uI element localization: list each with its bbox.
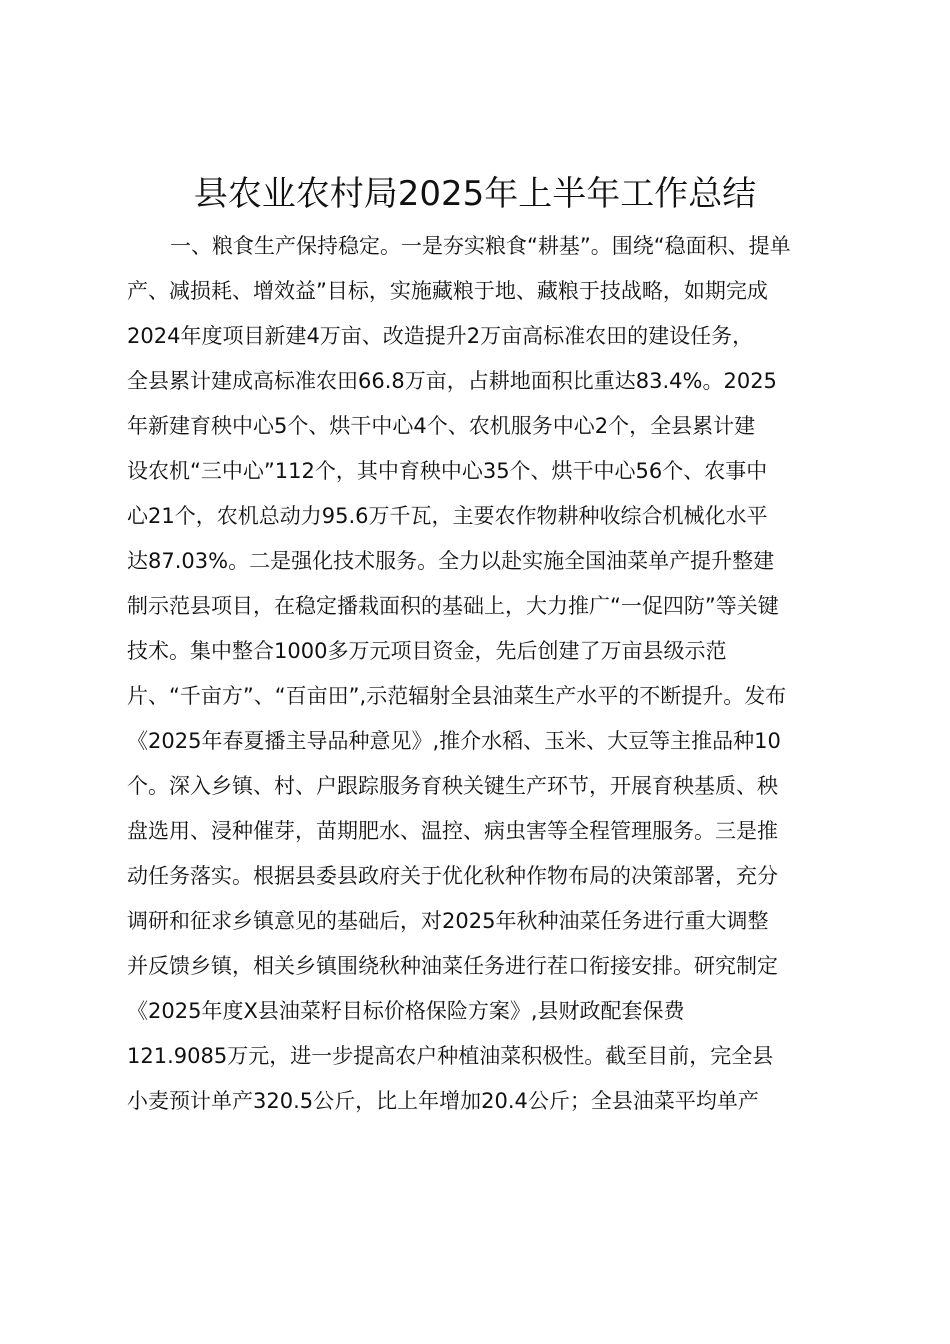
- paragraph-line: 产、减损耗、增效益”目标，实施藏粮于地、藏粮于技战略，如期完成: [127, 279, 768, 303]
- paragraph-line: 年新建育秧中心5个、烘干中心4个、农机服务中心2个，全县累计建: [127, 414, 756, 438]
- paragraph-line: 心21个，农机总动力95.6万千瓦，主要农作物耕种收综合机械化水平: [127, 504, 768, 528]
- paragraph-line: 《2025年春夏播主导品种意见》,推介水稻、玉米、大豆等主推品种10: [127, 729, 781, 753]
- paragraph-line: 《2025年度X县油菜籽目标价格保险方案》,县财政配套保费: [127, 999, 685, 1023]
- document-title: 县农业农村局2025年上半年工作总结: [193, 174, 757, 214]
- paragraph-line: 技术。集中整合1000多万元项目资金，先后创建了万亩县级示范: [127, 639, 727, 663]
- paragraph-line: 小麦预计单产320.5公斤，比上年增加20.4公斤；全县油菜平均单产: [127, 1089, 759, 1113]
- paragraph-line: 盘选用、浸种催芽，苗期肥水、温控、病虫害等全程管理服务。三是推: [127, 819, 778, 843]
- paragraph-line: 设农机“三中心”112个，其中育秧中心35个、烘干中心56个、农事中: [127, 459, 768, 483]
- paragraph-line: 并反馈乡镇，相关乡镇围绕秋种油菜任务进行茬口衔接安排。研究制定: [127, 954, 778, 978]
- paragraph-line: 个。深入乡镇、村、户跟踪服务育秧关键生产环节，开展育秧基质、秧: [127, 774, 778, 798]
- paragraph-line: 2024年度项目新建4万亩、改造提升2万亩高标准农田的建设任务，: [127, 324, 754, 348]
- paragraph-line: 动任务落实。根据县委县政府关于优化秋种作物布局的决策部署，充分: [127, 864, 778, 888]
- paragraph-line: 全县累计建成高标准农田66.8万亩，占耕地面积比重达83.4%。2025: [127, 369, 777, 393]
- paragraph-line: 达87.03%。二是强化技术服务。全力以赴实施全国油菜单产提升整建: [127, 549, 775, 573]
- paragraph-line: 制示范县项目，在稳定播栽面积的基础上，大力推广“一促四防”等关键: [127, 594, 779, 618]
- paragraph-line: 一、粮食生产保持稳定。一是夯实粮食“耕基”。围绕“稳面积、提单: [170, 234, 791, 258]
- paragraph-line: 片、“千亩方”、“百亩田”,示范辐射全县油菜生产水平的不断提升。发布: [127, 684, 787, 708]
- document-body: [127, 224, 847, 1124]
- paragraph-line: 121.9085万元，进一步提高农户种植油菜积极性。截至目前，完全县: [127, 1044, 774, 1068]
- paragraph-line: 调研和征求乡镇意见的基础后，对2025年秋种油菜任务进行重大调整: [127, 909, 769, 933]
